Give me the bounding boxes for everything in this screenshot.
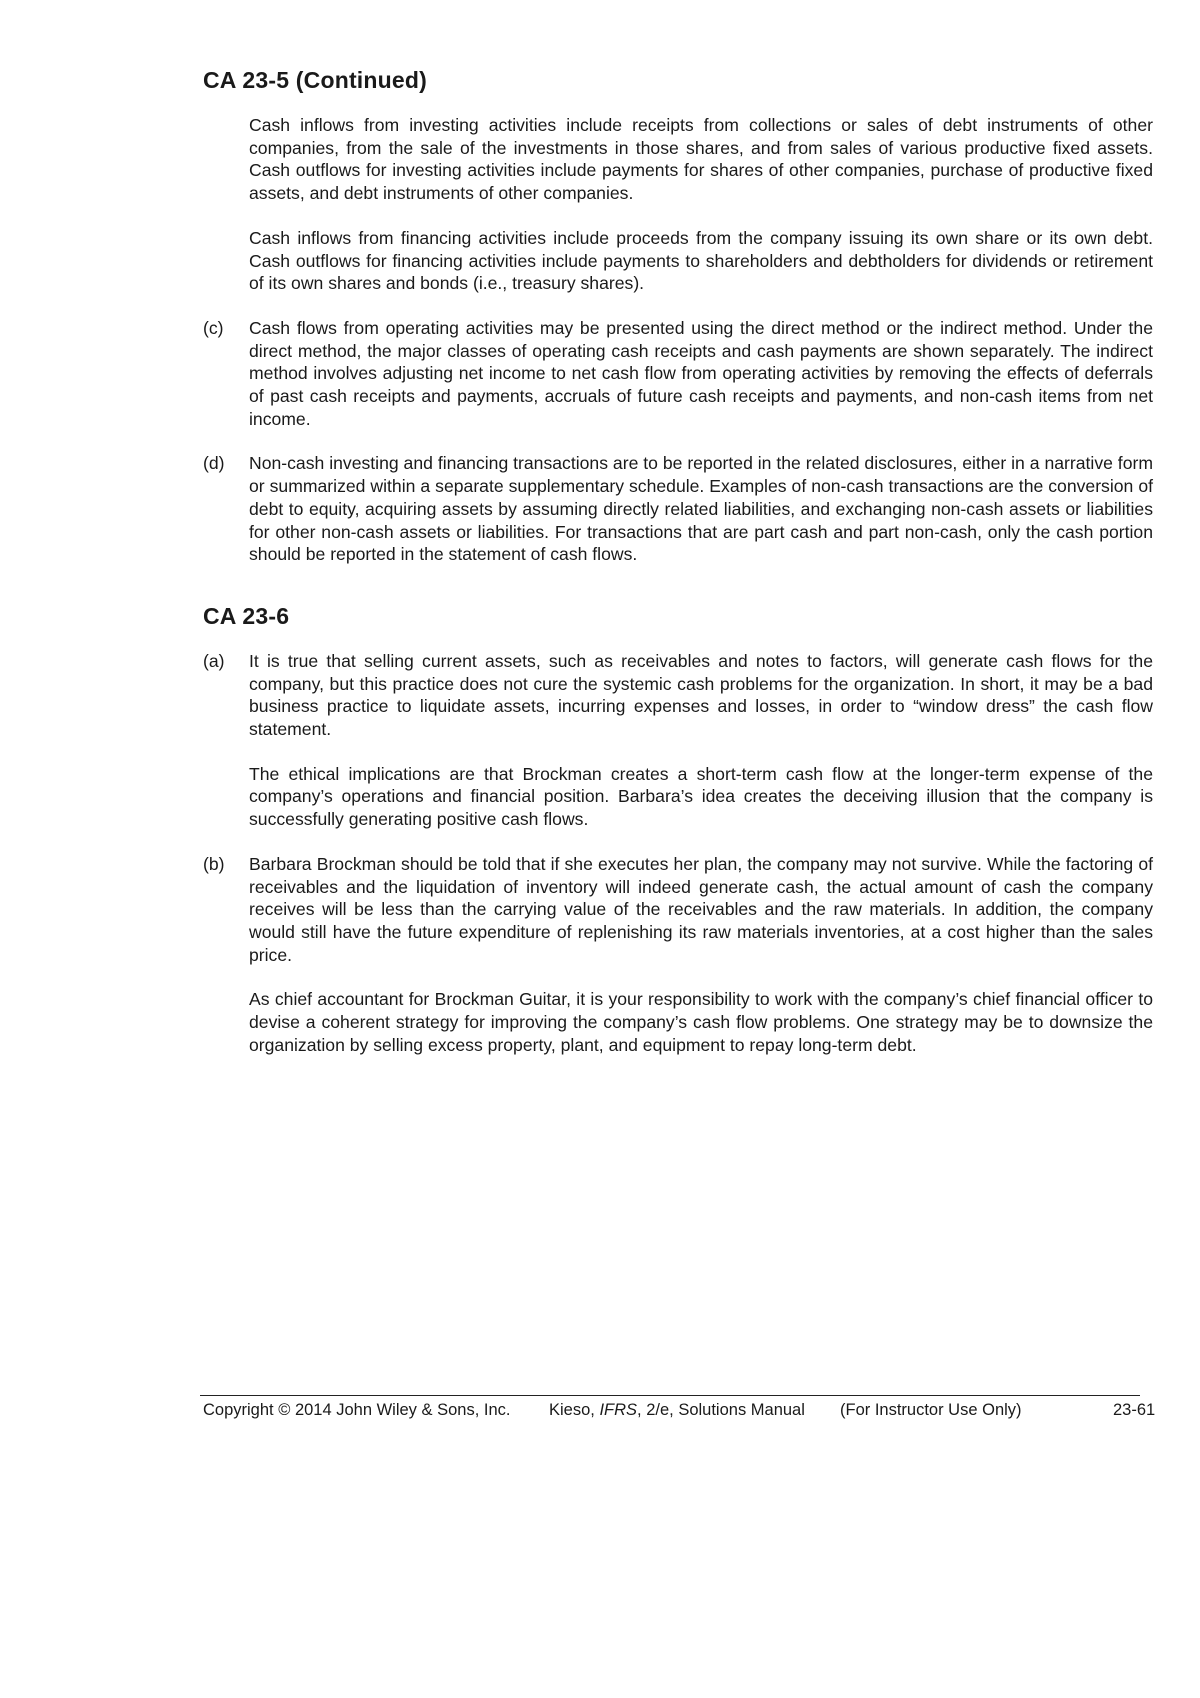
list-item-b [203,853,1153,967]
list-item-text: Barbara Brockman should be told that if she executes her plan, the company may not survive. While the factoring of receivables and the liquidation of inventory will indeed generate cash, the actual amount of cash the company receives will be less than the carrying value of the receivables and the raw materials. In addition, the company would still have the future expenditure of replenishing its raw materials inventories, at a cost higher than the sales price. [249,853,1153,965]
paragraph-investing-activities: Cash inflows from investing activities include receipts from collections or sales of debt instruments of other companies, from the sale of the investments in those shares, and from sales of various productive fixed assets. Cash outflows for investing activities include payments for shares of other companies, purchase of productive fixed assets, and debt instruments of other companies. [249,115,1153,204]
list-item-label: (b) [203,853,225,874]
list-item-label: (a) [203,650,225,671]
list-item-c [203,317,1153,431]
footer-book-title [549,1400,805,1420]
footer-page-number: 23-61 [1113,1401,1156,1419]
footer-use-note: (For Instructor Use Only) [840,1401,1022,1419]
list-item-label: (c) [203,317,224,338]
section-heading-ca-23-5: CA 23-5 (Continued) [203,67,427,93]
paragraph-chief-accountant: As chief accountant for Brockman Guitar, it is your responsibility to work with the company’s chief financial officer to devise a coherent strategy for improving the company’s cash flow problems. One strategy may be to downsize the organization by selling excess property, plant, and equipment to repay long-term debt. [249,989,1153,1055]
list-item-text: Cash flows from operating activities may be presented using the direct method or the indirect method. Under the direct method, the major classes of operating cash receipts and cash payments are shown separately. The indirect method involves adjusting net income to net cash flow from operating activities by removing the effects of deferrals of past cash receipts and payments, accruals of future cash receipts and payments, and non-cash items from net income. [249,317,1153,429]
footer-copyright: Copyright © 2014 John Wiley & Sons, Inc. [203,1401,511,1419]
footer-book-author: Kieso, [549,1401,600,1419]
paragraph-ethical-implications: The ethical implications are that Brockman creates a short-term cash flow at the longer-term expense of the company’s operations and financial position. Barbara’s idea creates the deceiving illusion that the company is successfully generating positive cash flows. [249,763,1153,830]
paragraph-financing-activities: Cash inflows from financing activities include proceeds from the company issuing its own share or its own debt. Cash outflows for financing activities include payments to shareholders and debtholders for dividends or retirement of its own shares and bonds (i.e., treasury shares). [249,227,1153,294]
section-heading-ca-23-6: CA 23-6 [203,602,290,629]
footer-book-title-italic: IFRS [599,1401,638,1419]
list-item-d [203,452,1153,566]
list-item-text: Non-cash investing and financing transactions are to be reported in the related disclosures, either in a narrative form or summarized within a separate supplementary schedule. Examples of non-cash transactions are the conversion of debt to equity, acquiring assets by assuming directly related liabilities, and exchanging non-cash assets or liabilities for other non-cash assets or liabilities. For transactions that are part cash and part non-cash, only the cash portion should be reported in the statement of cash flows. [249,453,1153,565]
page-content [203,66,1153,1079]
list-item-a [203,650,1153,741]
list-item-text: It is true that selling current assets, such as receivables and notes to factors, will generate cash flows for the company, but this practice does not cure the systemic cash problems for the organization. In short, it may be a bad business practice to liquidate assets, incurring expenses and losses, in order to “window dress” the cash flow statement. [249,650,1153,740]
footer-book-edition: , 2/e, Solutions Manual [637,1401,805,1419]
footer-divider [200,1395,1140,1396]
list-item-label: (d) [203,453,225,474]
